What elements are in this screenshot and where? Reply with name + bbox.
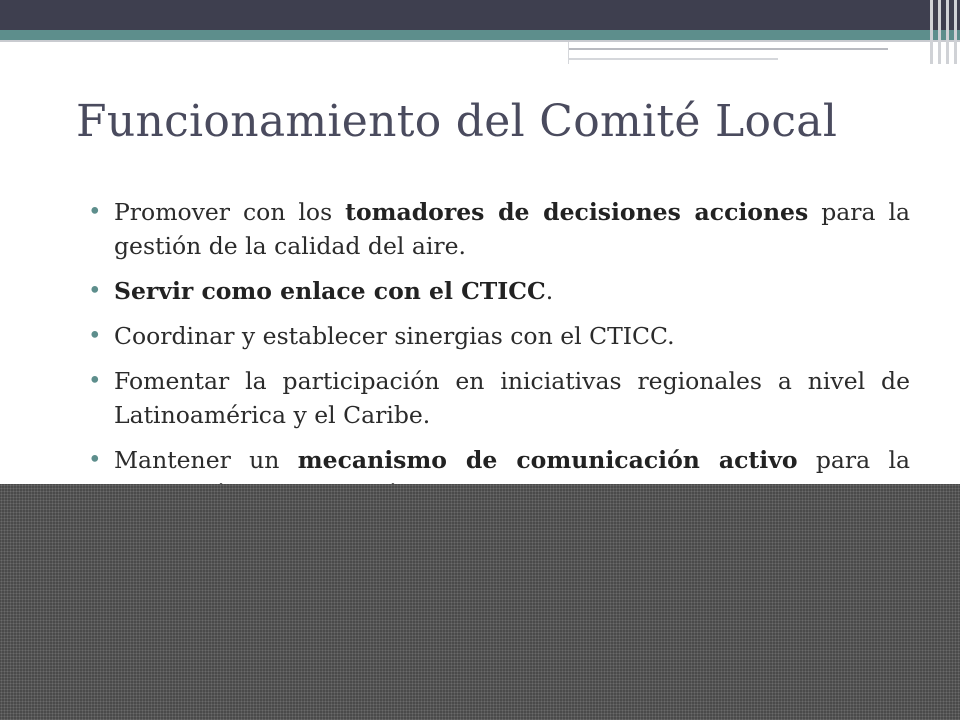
decorative-bar [938,0,941,64]
bullet-text-bold: mecanismo de comunicación activo [297,446,798,474]
decorative-bar [954,0,957,64]
bullet-text-bold: tomadores de decisiones acciones [345,198,809,226]
bullet-item [88,195,910,263]
decorative-line [568,58,778,60]
bullet-text: para la gestión de la calidad del aire. [114,198,911,260]
bullet-dot-icon: • [88,323,102,349]
bullet-text: Fomentar la participación en iniciativas regionales a nivel de Latinoamérica y el Caribe. [114,367,910,429]
bullet-item [88,274,910,308]
bullet-dot-icon: • [88,278,102,304]
bullet-item [88,364,910,432]
decorative-line [568,48,888,50]
decorative-line [568,42,569,64]
occluding-overlay [0,484,960,720]
decorative-bar [946,0,949,64]
bullet-text: Promover con los [114,198,346,226]
decorative-bar [930,0,933,64]
bullet-text: para la [815,446,911,474]
corner-decorative-bars [926,0,960,64]
bullet-dot-icon: • [88,447,102,473]
bullet-item [88,319,910,353]
bullet-dot-icon: • [88,199,102,225]
bullet-text-bold: Servir como enlace con el CTICC [114,277,546,305]
bullet-text: . [545,277,554,305]
bullet-text: Coordinar y establecer sinergias con el CTICC. [114,322,675,350]
bullet-text: Mantener un [114,446,298,474]
slide-title: Funcionamiento del Comité Local [76,96,838,147]
bullet-list [88,195,910,522]
decorative-line [0,40,960,42]
header-band-teal [0,30,960,40]
header-decorative-lines [0,40,960,66]
header-band-dark [0,0,960,30]
bullet-dot-icon: • [88,368,102,394]
